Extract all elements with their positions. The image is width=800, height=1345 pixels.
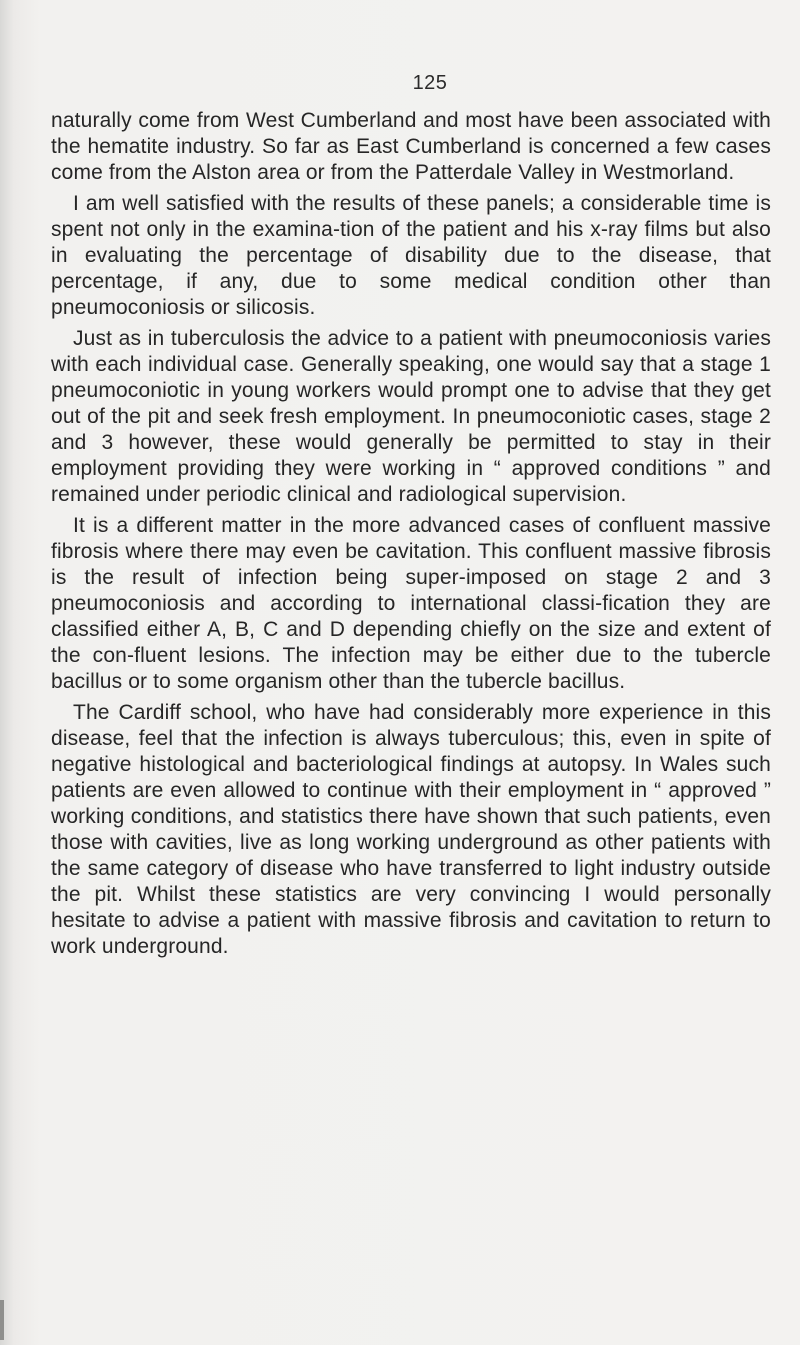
paragraph-5: The Cardiff school, who have had considerably more experience in this disease, feel that the infection is always tuberculous; this, even in spite of negative histological and bacteriological findings at autopsy. In Wales such patients are even allowed to continue with their employment in “ approved ” working conditions, and statistics there have shown that such patients, even those with cavities, live as long working underground as other patients with the same category of disease who have transferred to light industry outside the pit. Whilst these statistics are very convincing I would personally hesitate to advise a patient with massive fibrosis and cavitation to return to work underground. — [51, 701, 771, 958]
scan-edge-mark — [0, 1300, 4, 1340]
page-number: 125 — [412, 72, 448, 94]
paragraph-3: Just as in tuberculosis the advice to a patient with pneumoconiosis varies with each individual case. Generally speaking, one would say that a stage 1 pneumoconiotic in young workers would prompt one to advise that they get out of the pit and seek fresh employment. In pneumoconiotic cases, stage 2 and 3 however, these would generally be permitted to stay in their employment providing they were working in “ approved conditions ” and remained under periodic clinical and radiological supervision. — [51, 327, 771, 506]
paragraph-4: It is a different matter in the more advanced cases of confluent massive fibrosis where there may even be cavitation. This confluent massive fibrosis is the result of infection being super-imposed on stage 2 and 3 pneumoconiosis and according to international classi-fication they are classified either A, B, C and D depending chiefly on the size and extent of the con-fluent lesions. The infection may be either due to the tubercle bacillus or to some organism other than the tubercle bacillus. — [51, 514, 771, 693]
paragraph-2: I am well satisfied with the results of these panels; a considerable time is spent not only in the examina-tion of the patient and his x-ray films but also in evaluating the percentage of disability due to the disease, that percentage, if any, due to some medical condition other than pneumoconiosis or silicosis. — [51, 192, 771, 319]
paragraph-1: naturally come from West Cumberland and most have been associated with the hematite industry. So far as East Cumberland is concerned a few cases come from the Alston area or from the Patterdale Valley in Westmorland. — [51, 109, 771, 184]
body-text — [51, 108, 771, 965]
